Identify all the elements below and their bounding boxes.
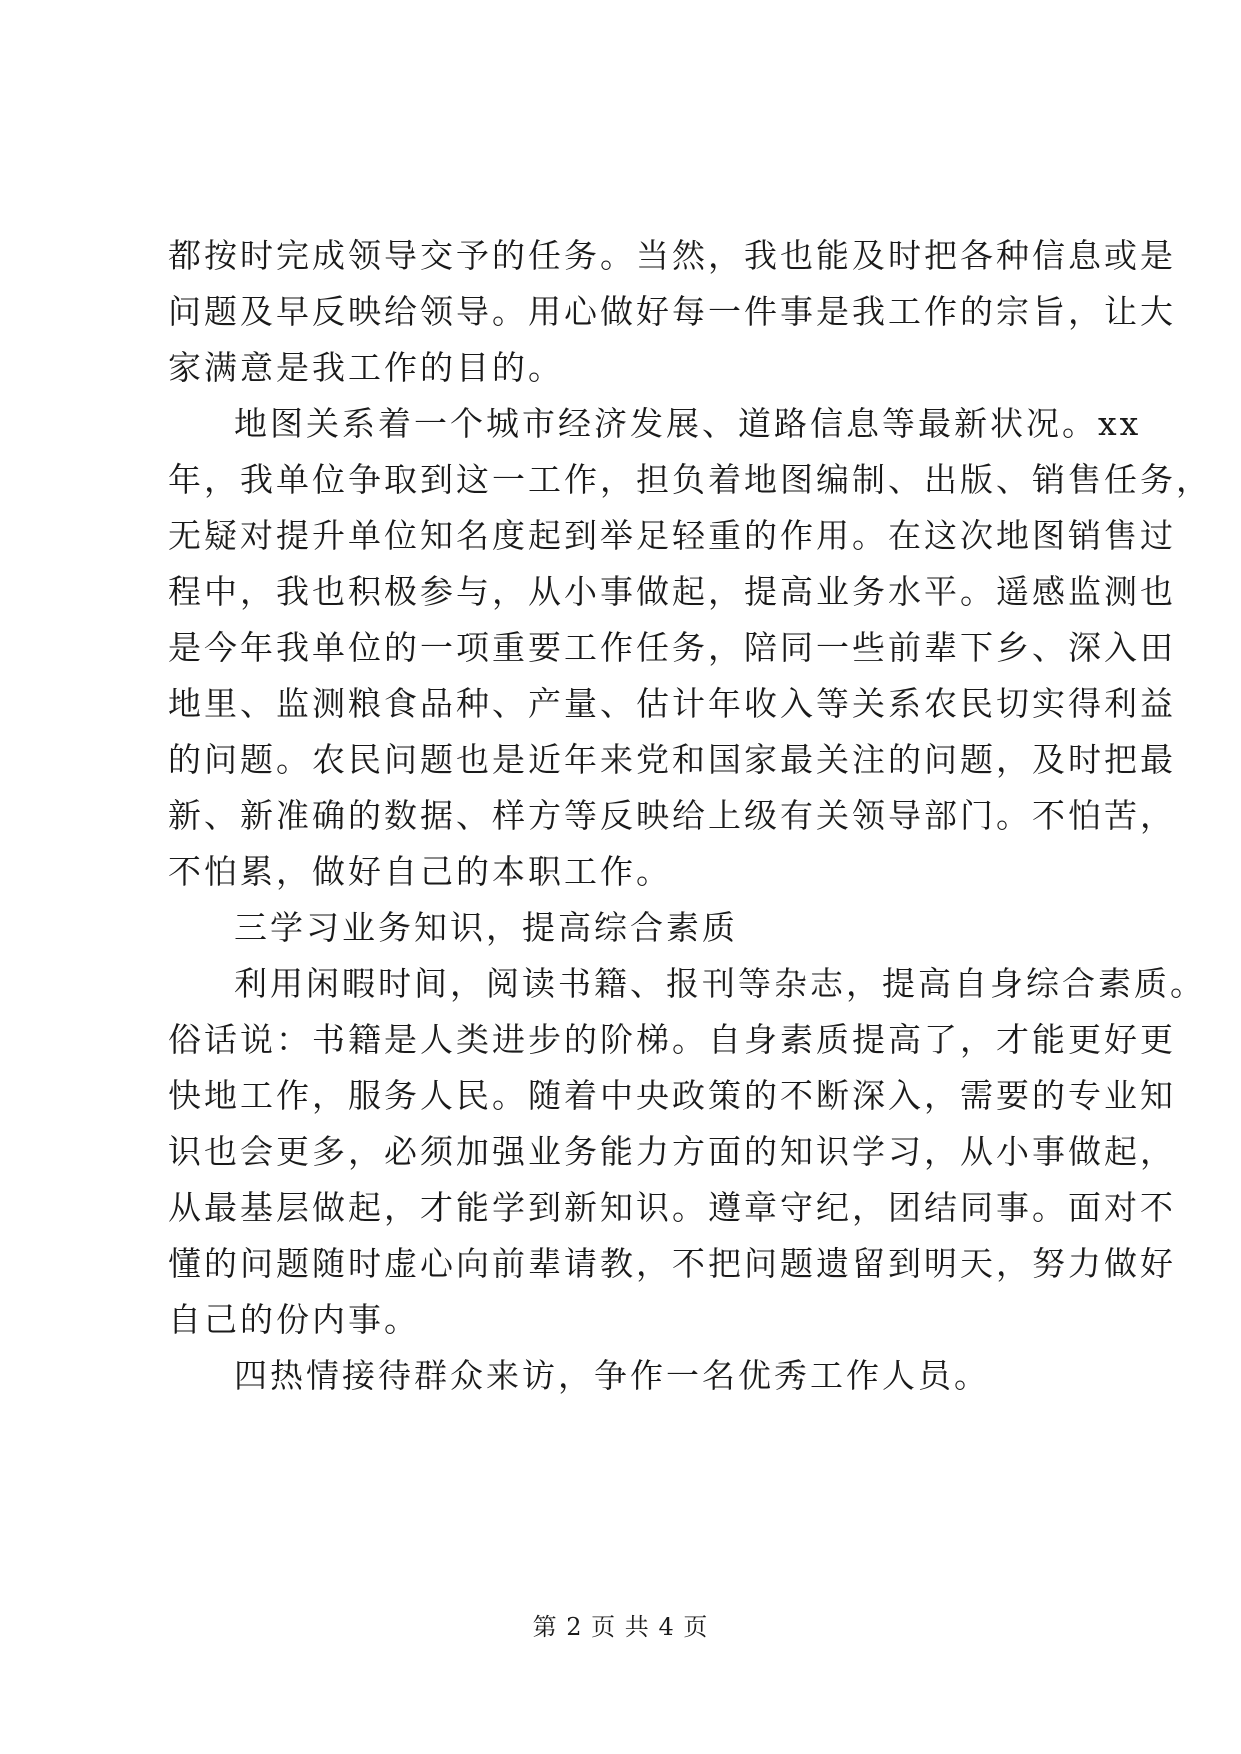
text-line: 都按时完成领导交予的任务。当然，我也能及时把各种信息或是 (168, 236, 1176, 275)
text-line: 地里、监测粮食品种、产量、估计年收入等关系农民切实得利益 (168, 684, 1176, 723)
text-line: 是今年我单位的一项重要工作任务，陪同一些前辈下乡、深入田 (168, 628, 1176, 667)
page-number-footer: 第 2 页 共 4 页 (532, 1613, 709, 1641)
section-heading: 三学习业务知识，提高综合素质 (234, 908, 738, 947)
text-line: 程中，我也积极参与，从小事做起，提高业务水平。遥感监测也 (168, 572, 1176, 611)
text-line: 自己的份内事。 (168, 1300, 420, 1339)
text-line: 家满意是我工作的目的。 (168, 348, 564, 387)
section-heading: 四热情接待群众来访，争作一名优秀工作人员。 (234, 1356, 990, 1395)
text-line: 问题及早反映给领导。用心做好每一件事是我工作的宗旨，让大 (168, 292, 1176, 331)
text-line: 利用闲暇时间，阅读书籍、报刊等杂志，提高自身综合素质。 (234, 964, 1206, 1003)
text-line: 快地工作，服务人民。随着中央政策的不断深入，需要的专业知 (168, 1076, 1176, 1115)
text-line: 新、新准确的数据、样方等反映给上级有关领导部门。不怕苦， (168, 796, 1176, 835)
text-line: 懂的问题随时虚心向前辈请教，不把问题遗留到明天，努力做好 (168, 1244, 1176, 1283)
document-body (168, 228, 1212, 1404)
text-line: 无疑对提升单位知名度起到举足轻重的作用。在这次地图销售过 (168, 516, 1176, 555)
text-line: 识也会更多，必须加强业务能力方面的知识学习，从小事做起， (168, 1132, 1176, 1171)
text-line: 年，我单位争取到这一工作，担负着地图编制、出版、销售任务， (168, 460, 1212, 499)
text-line: 不怕累，做好自己的本职工作。 (168, 852, 672, 891)
text-line: 俗话说：书籍是人类进步的阶梯。自身素质提高了，才能更好更 (168, 1020, 1176, 1059)
text-line: 从最基层做起，才能学到新知识。遵章守纪，团结同事。面对不 (168, 1188, 1176, 1227)
text-line: 的问题。农民问题也是近年来党和国家最关注的问题，及时把最 (168, 740, 1176, 779)
text-line: 地图关系着一个城市经济发展、道路信息等最新状况。xx (234, 404, 1142, 443)
